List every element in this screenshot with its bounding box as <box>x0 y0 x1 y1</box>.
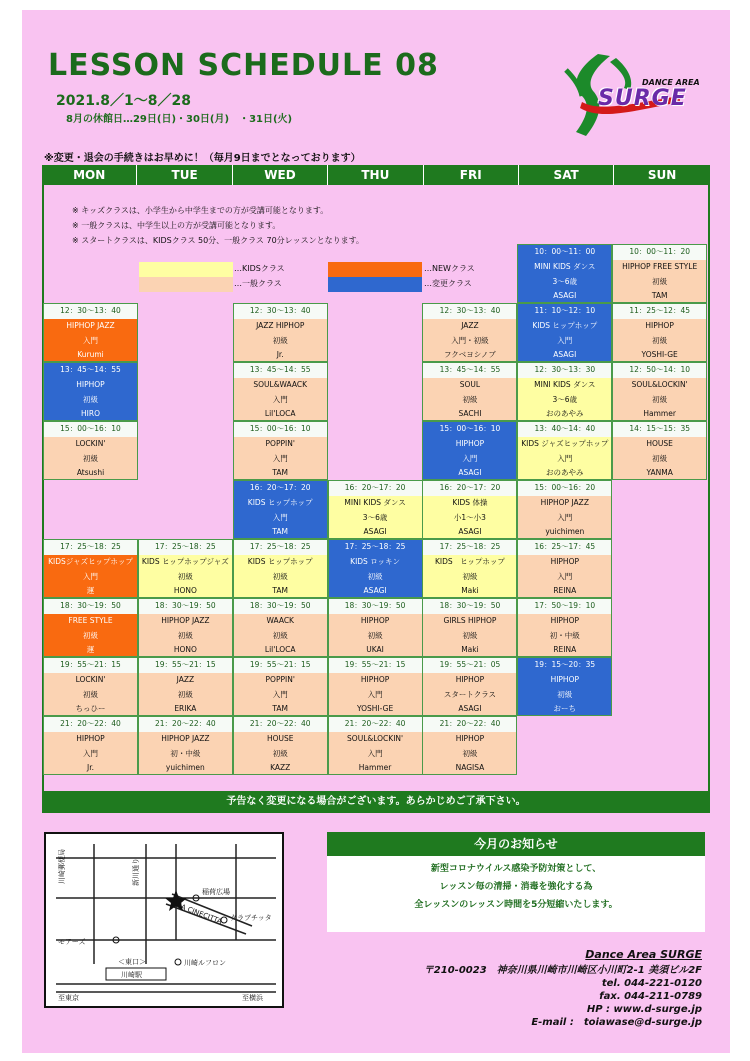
lesson-teacher: TAM <box>272 468 289 478</box>
lesson-level: スタートクラス <box>443 689 496 699</box>
legend-general-label: …一般クラス <box>234 279 282 288</box>
map-label-via: VIA CINECITTA <box>173 900 223 926</box>
lesson-name: HOUSE <box>266 733 294 743</box>
lesson-teacher: ASAGI <box>458 527 482 537</box>
lesson-name: FREE STYLE <box>68 615 113 625</box>
lesson-level: 入門 <box>557 335 573 345</box>
lesson-cell <box>233 598 328 657</box>
lesson-cell <box>422 598 517 657</box>
lesson-time: 17：25～18：25 <box>329 540 422 555</box>
lesson-teacher: ASAGI <box>363 527 387 537</box>
lesson-name: MINI KIDS ダンス <box>534 261 596 271</box>
lesson-name: HIPHOP <box>455 674 485 684</box>
map-label-post: 川崎郵便局 <box>58 849 66 884</box>
day-fri: FRI <box>424 165 519 185</box>
lesson-level: 初・中級 <box>170 748 201 758</box>
street-map <box>46 834 282 1006</box>
lesson-cell <box>138 598 233 657</box>
lesson-cell <box>612 362 707 421</box>
lesson-level: 入門 <box>462 453 478 463</box>
lesson-cell <box>422 362 517 421</box>
lesson-teacher: TAM <box>272 527 289 537</box>
lesson-name: WAACK <box>266 615 294 625</box>
page-title: LESSON SCHEDULE 08 <box>48 48 439 83</box>
lesson-level: 入門 <box>272 512 288 522</box>
lesson-level: 入門 <box>557 571 573 581</box>
lesson-level: 入門 <box>272 453 288 463</box>
lesson-teacher: Lil'LOCA <box>264 409 296 419</box>
lesson-teacher: YANMA <box>646 468 673 478</box>
lesson-name: SOUL&LOCKIN' <box>347 733 404 743</box>
lesson-teacher: ASAGI <box>458 468 482 478</box>
lesson-time: 19：55～21：05 <box>423 658 516 673</box>
lesson-name: LOCKIN' <box>75 674 106 684</box>
lesson-teacher: UKAI <box>366 645 384 655</box>
lesson-teacher: 運 <box>86 645 95 655</box>
lesson-cell <box>233 539 328 598</box>
news-line-3: 全レッスンのレッスン時間を5分短縮いたします。 <box>414 900 618 910</box>
lesson-teacher: Jr. <box>276 350 284 360</box>
lesson-time: 17：25～18：25 <box>423 540 516 555</box>
lesson-teacher: KAZZ <box>270 763 291 773</box>
legend-kids-swatch <box>139 262 233 277</box>
lesson-time: 13：45～14：55 <box>423 363 516 378</box>
lesson-teacher: yuichimen <box>545 527 585 537</box>
lesson-name: JAZZ HIPHOP <box>256 320 305 330</box>
lesson-name: HIPHOP JAZZ <box>161 733 210 743</box>
lesson-name: SOUL <box>459 379 481 389</box>
lesson-name: KIDS 体操 <box>452 497 488 507</box>
lesson-time: 16：20～17：20 <box>329 481 422 496</box>
lesson-time: 21：20～22：40 <box>329 717 422 732</box>
holiday-note: 8月の休館日…29日(日)・30日(月) ・31日(火) <box>66 114 293 125</box>
lesson-teacher: HONO <box>173 586 197 596</box>
lesson-level: 初級 <box>652 335 668 345</box>
logo-name: SURGE <box>598 86 687 111</box>
lesson-level: 初級 <box>272 335 288 345</box>
lesson-cell <box>233 421 328 480</box>
lesson-time: 15：00～16：10 <box>234 422 327 437</box>
lesson-cell <box>328 657 423 716</box>
lesson-name: KIDS ロッキン <box>350 556 400 566</box>
lesson-name: HIPHOP <box>645 320 674 330</box>
contact-address: 〒210-0023 神奈川県川崎市川崎区小川町2-1 美須ビル2F <box>423 965 702 976</box>
lesson-cell <box>43 421 138 480</box>
lesson-cell <box>233 716 328 775</box>
lesson-time: 12：30～13：40 <box>44 304 137 319</box>
lesson-teacher: ちっひー <box>75 704 106 714</box>
lesson-cell <box>612 303 707 362</box>
lesson-name: HIPHOP <box>360 674 390 684</box>
lesson-level: 初級 <box>83 630 98 640</box>
lesson-cell <box>233 362 328 421</box>
lesson-level: 小1～小3 <box>453 512 486 522</box>
lesson-cell <box>422 539 517 598</box>
lesson-cell <box>328 539 423 598</box>
lesson-time: 12：30～13：30 <box>518 363 611 378</box>
lesson-level: 3～6歳 <box>552 276 578 286</box>
lesson-teacher: フクベヨシノブ <box>443 350 496 360</box>
lesson-cell <box>517 244 612 303</box>
lesson-time: 21：20～22：40 <box>423 717 516 732</box>
lesson-name: KIDS ヒップホップ <box>247 556 313 566</box>
schedule-grid <box>42 185 710 793</box>
lesson-level: 初級 <box>367 571 383 581</box>
lesson-level: 初級 <box>652 453 668 463</box>
lesson-name: SOUL&LOCKIN' <box>631 379 688 389</box>
lesson-cell <box>517 539 612 598</box>
lesson-level: 初級 <box>272 748 288 758</box>
day-mon: MON <box>42 165 137 185</box>
lesson-time: 12：30～13：40 <box>423 304 516 319</box>
lesson-teacher: ASAGI <box>553 291 577 301</box>
lesson-name: HIPHOP JAZZ <box>161 615 210 625</box>
lesson-name: HIPHOP <box>550 674 580 684</box>
lesson-time: 17：25～18：25 <box>234 540 327 555</box>
lesson-time: 13：40～14：40 <box>518 422 611 437</box>
lesson-level: 入門 <box>83 335 98 345</box>
lesson-time: 21：20～22：40 <box>44 717 137 732</box>
lesson-time: 18：30～19：50 <box>44 599 137 614</box>
date-range: 2021.8／1～8／28 <box>56 93 191 109</box>
lesson-name: KIDSジャズヒップホップ <box>48 556 133 566</box>
lesson-cell <box>43 598 138 657</box>
lesson-name: HIPHOP <box>550 556 580 566</box>
access-map <box>44 832 284 1008</box>
lesson-time: 18：30～19：50 <box>139 599 232 614</box>
lesson-time: 15：00～16：20 <box>518 481 611 496</box>
news-box <box>327 832 705 932</box>
schedule-footer: 予告なく変更になる場合がございます。あらかじめご了承下さい。 <box>42 791 710 813</box>
lesson-cell <box>422 303 517 362</box>
lesson-cell <box>517 421 612 480</box>
lesson-time: 11：25～12：45 <box>613 304 706 319</box>
lesson-level: 入門 <box>557 453 573 463</box>
lesson-teacher: YOSHI-GE <box>356 704 394 714</box>
lesson-cell <box>612 421 707 480</box>
note-kids: ※ キッズクラスは、小学生から中学生までの方が受講可能となります。 <box>72 206 329 215</box>
legend-changed-swatch <box>328 277 422 292</box>
lesson-level: 3～6歳 <box>552 394 578 404</box>
contact-name: Dance Area SURGE <box>585 948 702 961</box>
lesson-name: HOUSE <box>646 438 673 448</box>
lesson-cell <box>422 716 517 775</box>
map-label-shinkawa: 新川通り <box>132 858 140 886</box>
lesson-time: 18：30～19：50 <box>423 599 516 614</box>
lesson-time: 12：50～14：10 <box>613 363 706 378</box>
lesson-name: HIPHOP <box>455 438 485 448</box>
lesson-time: 10：00～11：20 <box>613 245 706 260</box>
lesson-name: HIPHOP <box>76 379 105 389</box>
lesson-level: 入門 <box>272 394 288 404</box>
lesson-time: 15：00～16：10 <box>44 422 137 437</box>
lesson-level: 入門 <box>83 748 98 758</box>
lesson-name: MINI KIDS ダンス <box>344 497 406 507</box>
lesson-name: LOCKIN' <box>75 438 106 448</box>
lesson-time: 17：25～18：25 <box>44 540 137 555</box>
lesson-teacher: TAM <box>272 704 289 714</box>
lesson-cell <box>138 539 233 598</box>
map-label-tokyo: 至東京 <box>58 994 79 1002</box>
lesson-name: MINI KIDS ダンス <box>534 379 596 389</box>
lesson-cell <box>43 303 138 362</box>
lesson-level: 初級 <box>177 689 193 699</box>
lesson-level: 初級 <box>652 394 668 404</box>
legend-kids-label: …KIDSクラス <box>234 264 285 273</box>
legend-general-swatch <box>139 277 233 292</box>
logo-top-text: DANCE AREA <box>642 78 700 87</box>
lesson-name: KIDS ヒップホップ <box>434 556 505 566</box>
news-line-1: 新型コロナウイルス感染予防対策として、 <box>430 864 602 874</box>
lesson-cell <box>43 362 138 421</box>
lesson-level: 初級 <box>272 571 288 581</box>
lesson-level: 初級 <box>367 630 383 640</box>
lesson-level: 初級 <box>557 689 573 699</box>
lesson-time: 21：20～22：40 <box>234 717 327 732</box>
map-label-yokohama: 至横浜 <box>242 994 263 1002</box>
lesson-time: 21：20～22：40 <box>139 717 232 732</box>
lesson-time: 16：20～17：20 <box>423 481 516 496</box>
lesson-teacher: 運 <box>86 586 95 596</box>
lesson-level: 初級 <box>462 748 478 758</box>
lesson-name: JAZZ <box>176 674 195 684</box>
lesson-name: KIDS ヒップホップ <box>532 320 598 330</box>
lesson-cell <box>517 480 612 539</box>
lesson-level: 入門 <box>83 571 98 581</box>
lesson-teacher: REINA <box>553 586 577 596</box>
lesson-teacher: Hammer <box>643 409 676 419</box>
lesson-time: 19：55～21：15 <box>139 658 232 673</box>
lesson-name: HIPHOP <box>360 615 390 625</box>
lesson-level: 入門 <box>367 748 383 758</box>
lesson-teacher: REINA <box>553 645 577 655</box>
legend-changed-label: …変更クラス <box>424 279 472 288</box>
legend-new-swatch <box>328 262 422 277</box>
lesson-level: 初級 <box>83 453 98 463</box>
lesson-teacher: Hammer <box>358 763 392 773</box>
lesson-teacher: Maki <box>461 645 479 655</box>
lesson-level: 初級 <box>652 276 668 286</box>
note-start: ※ スタートクラスは、KIDSクラス 50分、一般クラス 70分レッスンとなります。 <box>72 236 364 245</box>
lesson-level: 入門・初級 <box>451 335 489 345</box>
lesson-name: HIPHOP JAZZ <box>66 320 115 330</box>
schedule-page <box>22 10 730 1053</box>
lesson-level: 初級 <box>272 630 288 640</box>
lesson-teacher: Kurumi <box>77 350 104 360</box>
legend-new-label: …NEWクラス <box>424 264 475 273</box>
lesson-cell <box>138 657 233 716</box>
lesson-level: 3～6歳 <box>362 512 388 522</box>
lesson-name: SOUL&WAACK <box>253 379 308 389</box>
lesson-time: 13：45～14：55 <box>44 363 137 378</box>
lesson-teacher: おのあやみ <box>546 468 584 478</box>
lesson-time: 16：25～17：45 <box>518 540 611 555</box>
lesson-level: 入門 <box>367 689 383 699</box>
lesson-cell <box>233 657 328 716</box>
lesson-level: 初級 <box>83 689 98 699</box>
lesson-teacher: TAM <box>272 586 289 596</box>
lesson-time: 13：45～14：55 <box>234 363 327 378</box>
lesson-cell <box>43 657 138 716</box>
lesson-cell <box>422 480 517 539</box>
lesson-name: KIDS ジャズヒップホップ <box>521 438 609 448</box>
lesson-teacher: Jr. <box>87 763 94 773</box>
contact-tel: tel. 044-221-0120 <box>601 978 702 989</box>
lesson-time: 16：20～17：20 <box>234 481 327 496</box>
lesson-teacher: YOSHI-GE <box>641 350 678 360</box>
lesson-cell <box>517 362 612 421</box>
lesson-teacher: SACHI <box>458 409 482 419</box>
day-thu: THU <box>328 165 423 185</box>
lesson-level: 初級 <box>83 394 98 404</box>
lesson-time: 19：55～21：15 <box>44 658 137 673</box>
lesson-cell <box>517 598 612 657</box>
surge-logo <box>530 44 720 144</box>
lesson-teacher: ASAGI <box>458 704 482 714</box>
contact-hp[interactable]: HP : www.d-surge.jp <box>586 1004 702 1015</box>
lesson-teacher: ASAGI <box>553 350 577 360</box>
day-sat: SAT <box>519 165 614 185</box>
contact-info <box>424 948 702 1029</box>
lesson-cell <box>328 716 423 775</box>
lesson-cell <box>517 303 612 362</box>
lesson-time: 19：55～21：15 <box>234 658 327 673</box>
lesson-teacher: HONO <box>173 645 197 655</box>
lesson-name: HIPHOP FREE STYLE <box>622 261 698 271</box>
news-title: 今月のお知らせ <box>327 832 705 856</box>
day-wed: WED <box>233 165 328 185</box>
lesson-teacher: おのあやみ <box>546 409 584 419</box>
lesson-cell <box>517 657 612 716</box>
map-label-mores: モアーズ <box>58 938 86 946</box>
lesson-cell <box>233 303 328 362</box>
lesson-name: HIPHOP <box>76 733 105 743</box>
procedure-note: ※変更・退会の手続きはお早めに！（毎月9日までとなっております） <box>44 153 361 164</box>
lesson-name: KIDS ヒップホップジャズ <box>141 556 229 566</box>
lesson-time: 17：25～18：25 <box>139 540 232 555</box>
lesson-level: 入門 <box>557 512 573 522</box>
lesson-time: 19：55～21：15 <box>329 658 422 673</box>
lesson-cell <box>43 716 138 775</box>
lesson-cell <box>138 716 233 775</box>
lesson-teacher: ASAGI <box>363 586 387 596</box>
lesson-time: 15：00～16：10 <box>423 422 516 437</box>
lesson-teacher: Maki <box>461 586 479 596</box>
note-general: ※ 一般クラスは、中学生以上の方が受講可能となります。 <box>72 221 281 230</box>
lesson-time: 14：15～15：35 <box>613 422 706 437</box>
map-label-inari: 稲荷広場 <box>202 888 230 896</box>
lesson-time: 10：00～11：00 <box>518 245 611 260</box>
map-label-east-exit: ＜東口＞ <box>118 958 146 966</box>
map-label-station: 川崎駅 <box>121 971 142 979</box>
lesson-level: 初級 <box>177 630 193 640</box>
lesson-name: KIDS ヒップホップ <box>247 497 313 507</box>
lesson-cell <box>43 539 138 598</box>
lesson-teacher: HIRO <box>81 409 100 419</box>
lesson-teacher: TAM <box>651 291 668 301</box>
lesson-cell <box>233 480 328 539</box>
lesson-teacher: yuichimen <box>165 763 205 773</box>
lesson-level: 初級 <box>462 630 478 640</box>
day-sun: SUN <box>647 168 677 182</box>
map-label-citta: クラブチッタ <box>230 914 272 922</box>
lesson-time: 18：30～19：50 <box>234 599 327 614</box>
lesson-cell <box>422 421 517 480</box>
lesson-level: 初・中級 <box>549 630 580 640</box>
lesson-time: 18：30～19：50 <box>329 599 422 614</box>
lesson-level: 初級 <box>462 394 478 404</box>
lesson-teacher: NAGISA <box>455 763 485 773</box>
lesson-time: 11：10～12：10 <box>518 304 611 319</box>
news-line-2: レッスン毎の清掃・消毒を強化する為 <box>439 882 593 892</box>
lesson-teacher: Atsushi <box>76 468 105 478</box>
day-header-row <box>42 165 710 185</box>
lesson-name: HIPHOP <box>455 733 485 743</box>
lesson-name: POPPIN' <box>265 438 295 448</box>
lesson-time: 12：30～13：40 <box>234 304 327 319</box>
lesson-name: HIPHOP <box>550 615 580 625</box>
schedule-table <box>42 165 710 813</box>
lesson-teacher: ERIKA <box>174 704 197 714</box>
lesson-name: JAZZ <box>461 320 479 330</box>
contact-email[interactable]: E-mail : toiawase@d-surge.jp <box>531 1017 702 1028</box>
lesson-time: 17：50～19：10 <box>518 599 611 614</box>
lesson-cell <box>612 244 707 303</box>
lesson-name: HIPHOP JAZZ <box>540 497 589 507</box>
lesson-level: 初級 <box>462 571 478 581</box>
lesson-cell <box>422 657 517 716</box>
lesson-level: 初級 <box>177 571 193 581</box>
lesson-level: 入門 <box>272 689 288 699</box>
lesson-teacher: Lil'LOCA <box>264 645 296 655</box>
lesson-name: POPPIN' <box>265 674 295 684</box>
lesson-time: 19：15～20：35 <box>518 658 611 673</box>
lesson-teacher: おーち <box>553 704 577 714</box>
lesson-cell <box>328 598 423 657</box>
lesson-name: GIRLS HIPHOP <box>443 615 497 625</box>
day-tue: TUE <box>137 165 232 185</box>
lesson-cell <box>328 480 423 539</box>
map-label-lufuron: 川崎ルフロン <box>184 959 226 967</box>
contact-fax: fax. 044-211-0789 <box>599 991 702 1002</box>
